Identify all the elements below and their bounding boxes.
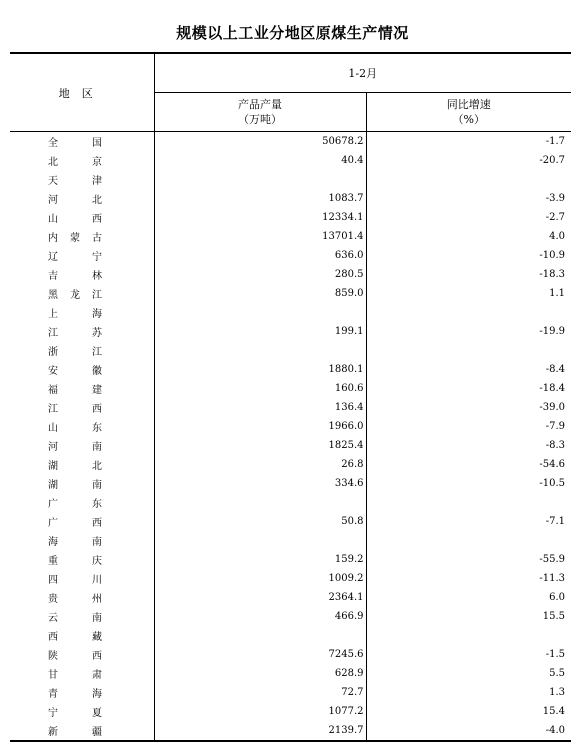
output-cell [154,531,366,550]
table-row [10,303,571,322]
output-cell: 1083.7 [154,189,366,208]
output-cell: 7245.6 [154,645,366,664]
output-cell: 1880.1 [154,360,366,379]
growth-cell: -4.0 [366,721,571,741]
region-cell: 北京 [10,151,154,170]
region-cell: 江苏 [10,322,154,341]
growth-cell [366,626,571,645]
output-cell: 1009.2 [154,569,366,588]
region-cell: 全国 [10,132,154,152]
page-title: 规模以上工业分地区原煤生产情况 [176,24,409,42]
table-row [10,417,571,436]
output-cell: 50.8 [154,512,366,531]
growth-cell: -1.5 [545,649,565,660]
region-cell: 西藏 [10,626,154,645]
table-row [10,170,571,189]
table-row [10,664,571,683]
table-row [10,379,571,398]
output-column-header: 产品产量 （万吨） [154,93,366,132]
table-row [10,626,571,645]
table-row [10,398,571,417]
growth-cell: 15.4 [542,706,565,717]
region-cell: 江西 [10,398,154,417]
output-cell: 859.0 [154,284,366,303]
region-cell: 天津 [10,170,154,189]
region-cell: 黑龙江 [10,284,154,303]
table-row [10,512,571,531]
growth-cell: -18.3 [539,269,565,280]
region-cell: 云南 [10,607,154,626]
table-row [10,588,571,607]
table-row [10,208,571,227]
region-cell: 山东 [10,417,154,436]
output-cell: 636.0 [154,246,366,265]
growth-cell: -19.9 [539,326,565,337]
table-row [10,132,571,152]
growth-cell: -11.3 [539,573,565,584]
growth-cell: -7.9 [545,421,565,432]
growth-cell: 1.1 [549,288,565,299]
table-row [10,341,571,360]
output-cell: 199.1 [154,322,366,341]
table-row [10,683,571,702]
region-cell: 广西 [10,512,154,531]
output-cell: 26.8 [154,455,366,474]
table-row [10,645,571,664]
table-row [10,721,571,741]
growth-cell: 4.0 [549,231,565,242]
table-row [10,246,571,265]
region-cell: 福建 [10,379,154,398]
growth-cell: -10.5 [539,478,565,489]
growth-cell: -2.7 [545,212,565,223]
growth-cell: -55.9 [539,554,565,565]
region-cell: 海南 [10,531,154,550]
growth-cell: 15.5 [542,611,565,622]
output-cell: 13701.4 [154,227,366,246]
region-cell: 内蒙古 [10,227,154,246]
region-cell: 河南 [10,436,154,455]
output-cell [154,170,366,189]
output-cell: 334.6 [154,474,366,493]
region-cell: 山西 [10,208,154,227]
output-cell: 628.9 [154,664,366,683]
output-cell [154,493,366,512]
output-cell: 159.2 [154,550,366,569]
growth-cell [366,341,571,360]
output-cell: 136.4 [154,398,366,417]
coal-production-table [10,52,571,742]
table-row [10,474,571,493]
growth-cell: -10.9 [539,250,565,261]
region-cell: 湖北 [10,455,154,474]
growth-cell [366,170,571,189]
region-cell: 湖南 [10,474,154,493]
table-row [10,569,571,588]
table-row [10,455,571,474]
region-cell: 河北 [10,189,154,208]
output-cell: 1825.4 [154,436,366,455]
table-row [10,265,571,284]
output-cell: 50678.2 [154,132,366,152]
growth-cell: -18.4 [539,383,565,394]
region-cell: 青海 [10,683,154,702]
output-cell: 12334.1 [154,208,366,227]
growth-cell: 5.5 [549,668,565,679]
growth-cell [366,531,571,550]
region-cell: 新疆 [10,721,154,741]
table-body [10,132,571,742]
output-cell: 1077.2 [154,702,366,721]
table-row [10,189,571,208]
growth-cell: -8.4 [545,364,565,375]
output-cell: 2139.7 [154,721,366,741]
growth-cell: -7.1 [545,516,565,527]
region-cell: 重庆 [10,550,154,569]
table-row [10,531,571,550]
growth-cell [366,303,571,322]
table-row [10,322,571,341]
growth-column-header: 同比增速 （%） [366,93,571,132]
output-cell: 466.9 [154,607,366,626]
output-cell [154,341,366,360]
output-cell: 40.4 [154,151,366,170]
growth-cell: -54.6 [539,459,565,470]
growth-cell: -39.0 [539,402,565,413]
region-cell: 浙江 [10,341,154,360]
region-cell: 广东 [10,493,154,512]
table-row [10,550,571,569]
output-cell: 2364.1 [154,588,366,607]
region-cell: 吉林 [10,265,154,284]
table-row [10,436,571,455]
growth-cell: 1.3 [549,687,565,698]
table-row [10,493,571,512]
output-cell: 72.7 [154,683,366,702]
growth-cell: -3.9 [545,193,565,204]
table-row [10,607,571,626]
output-cell: 1966.0 [154,417,366,436]
region-cell: 四川 [10,569,154,588]
table-row [10,151,571,170]
growth-cell: -1.7 [545,136,565,147]
growth-cell: -8.3 [545,440,565,451]
region-cell: 宁夏 [10,702,154,721]
region-cell: 辽宁 [10,246,154,265]
growth-cell: 6.0 [549,592,565,603]
region-cell: 安徽 [10,360,154,379]
region-cell: 贵州 [10,588,154,607]
region-cell: 上海 [10,303,154,322]
growth-cell [366,493,571,512]
table-row [10,284,571,303]
period-header: 1-2月 [154,53,571,93]
output-cell [154,626,366,645]
output-cell: 160.6 [154,379,366,398]
growth-cell: -20.7 [539,155,565,166]
region-cell: 陕西 [10,645,154,664]
table-row [10,227,571,246]
output-cell [154,303,366,322]
output-cell: 280.5 [154,265,366,284]
region-cell: 甘肃 [10,664,154,683]
table-row [10,360,571,379]
table-row [10,702,571,721]
region-column-header: 地区 [10,53,154,132]
